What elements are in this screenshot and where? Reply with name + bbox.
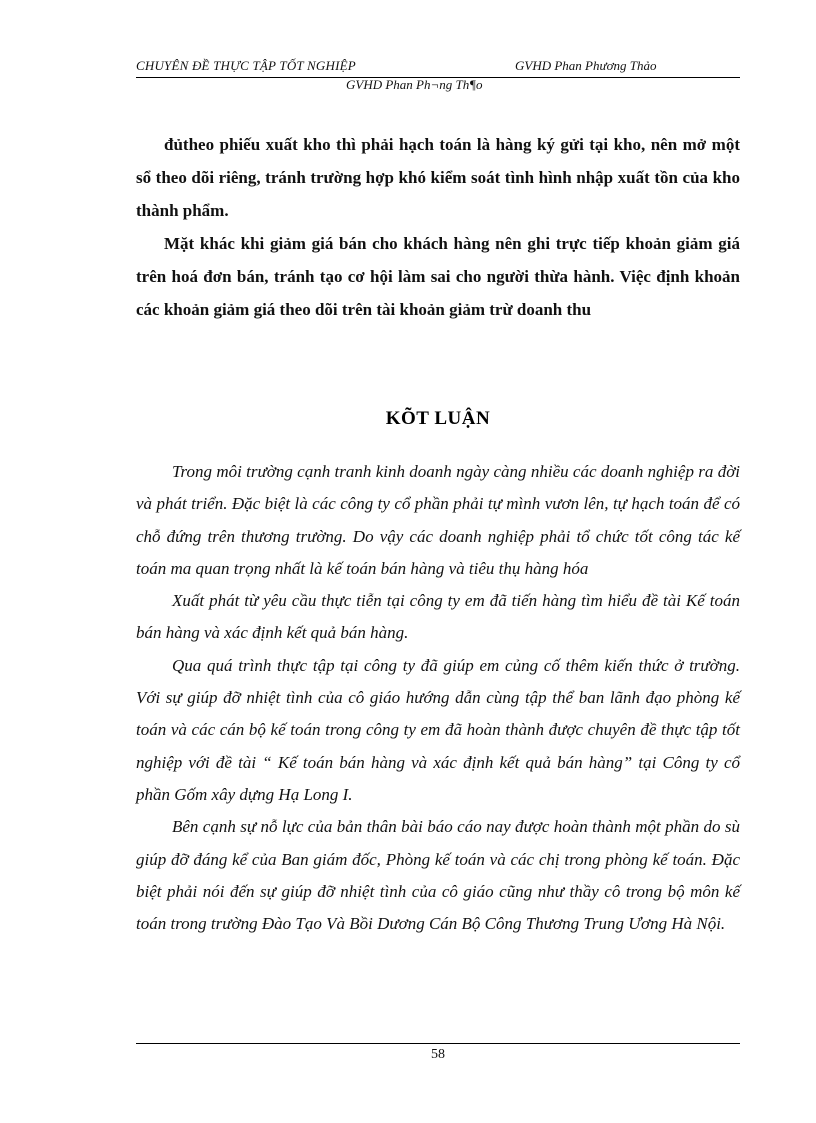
page-number: 58	[431, 1047, 445, 1062]
intro-paragraph-1: đủtheo phiếu xuất kho thì phải hạch toán là hàng ký gửi tại kho, nên mở một sổ theo dõi riêng, tránh trường hợp khó kiểm soát tình hình nhập xuất tồn của kho thành phẩm.	[136, 135, 740, 220]
footer-rule	[136, 1043, 740, 1044]
conclusion-section	[136, 456, 740, 940]
page-header	[136, 56, 740, 104]
conclusion-paragraph-1: Trong môi trường cạnh tranh kinh doanh ngày càng nhiều các doanh nghiệp ra đời và phát triển. Đặc biệt là các công ty cổ phần phải tự mình vươn lên, tự hạch toán để có chỗ đứng trên thương trường. Do vậy các doanh nghiệp phải tổ chức tốt công tác kế toán ma quan trọng nhất là kế toán bán hàng và tiêu thụ hàng hóa	[136, 462, 740, 578]
conclusion-paragraph-2: Xuất phát từ yêu cầu thực tiễn tại công ty em đã tiến hàng tìm hiểu đề tài Kế toán bán hàng và xác định kết quả bán hàng.	[136, 591, 740, 643]
conclusion-paragraph-3: Qua quá trình thực tập tại công ty đã giúp em củng cố thêm kiến thức ở trường. Với sự giúp đỡ nhiệt tình của cô giáo hướng dẫn cùng tập thể ban lãnh đạo phòng kế toán và các cán bộ kế toán trong công ty em đã hoàn thành được chuyên đề thực tập tốt nghiệp với đề tài “ Kế toán bán hàng và xác định kết quả bán hàng” tại Công ty cổ phần Gốm xây dựng Hạ Long I.	[136, 655, 740, 804]
intro-paragraph-2: Mặt khác khi giảm giá bán cho khách hàng nên ghi trực tiếp khoản giảm giá trên hoá đơn bán, tránh tạo cơ hội làm sai cho người thừa hành. Việc định khoản các khoản giảm giá theo dõi trên tài khoản giảm trừ doanh thu	[136, 234, 740, 319]
conclusion-paragraph-4: Bên cạnh sự nỗ lực của bản thân bài báo cáo nay được hoàn thành một phần do sù giúp đỡ đáng kể của Ban giám đốc, Phòng kế toán và các chị trong phòng kế toán. Đặc biệt phải nói đến sự giúp đỡ nhiệt tình của cô giáo cũng như thầy cô trong bộ môn kế toán trong trường Đào Tạo Và Bồi Dương Cán Bộ Công Thương Trung Ương Hà Nội.	[136, 817, 740, 934]
intro-section	[136, 128, 740, 326]
header-supervisor: GVHD Phan Phương Thảo	[515, 58, 657, 73]
header-supervisor-garbled: GVHD Phan Ph¬ng Th¶o	[346, 77, 483, 92]
header-title: CHUYÊN ĐỀ THỰC TẬP TỐT NGHIỆP	[136, 58, 356, 73]
section-title: KÕT LUẬN	[385, 408, 491, 429]
